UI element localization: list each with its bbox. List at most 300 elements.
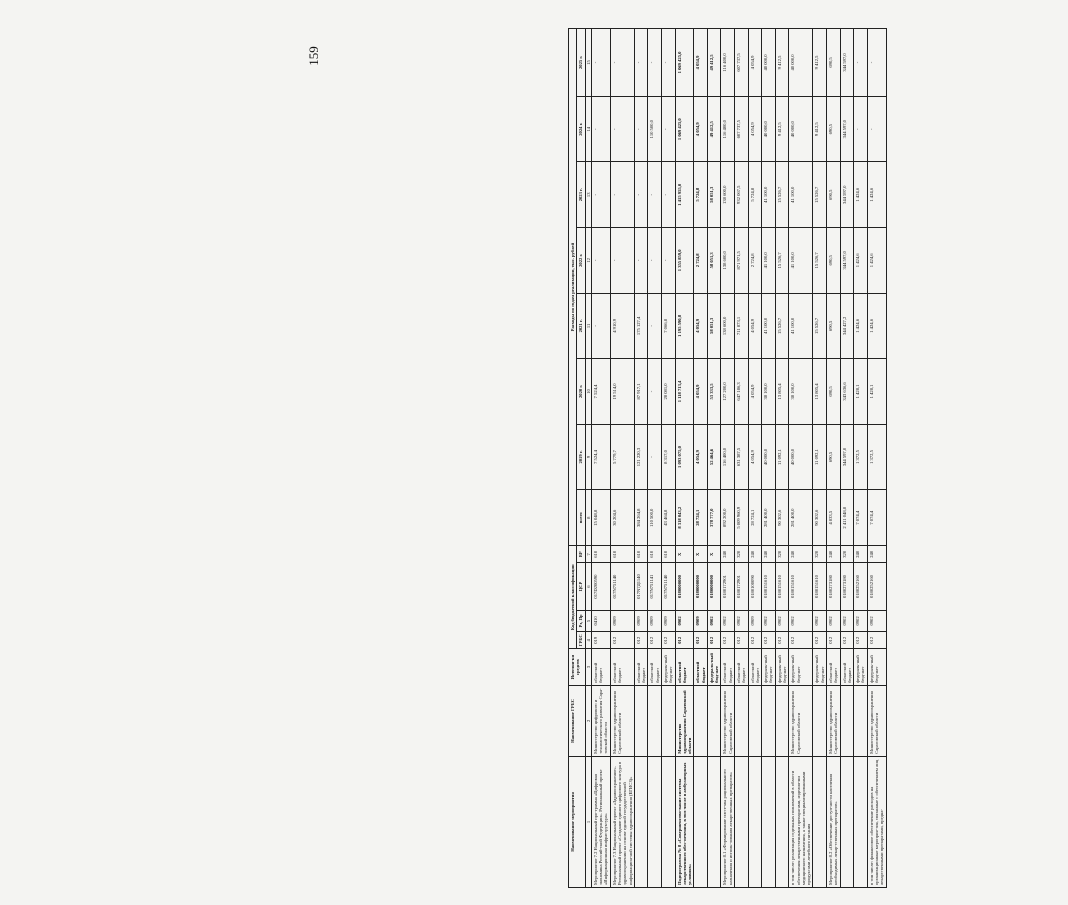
cell-2022: - bbox=[634, 228, 648, 294]
cell-csr: 0180252160 bbox=[854, 563, 868, 610]
cell-event: Мероприятие 8.1 «Формирование систе-мы рационального назначения и исполь-зования лекарственных препаратов» bbox=[721, 756, 735, 887]
cell-vr: Х bbox=[694, 546, 708, 563]
cell-2024: - bbox=[661, 96, 675, 162]
cell-rzpr: 0902 bbox=[762, 610, 776, 631]
cell-event bbox=[813, 756, 827, 887]
cell-event bbox=[694, 756, 708, 887]
cell-grbs: 012 bbox=[721, 632, 735, 649]
col-num: 8 bbox=[585, 490, 591, 546]
cell-csr: 017D200590 bbox=[591, 563, 610, 610]
cell-csr: 0180252160 bbox=[867, 563, 886, 610]
header-2022: 2022 г. bbox=[577, 228, 585, 294]
cell-grbs-name bbox=[813, 685, 827, 756]
cell-event bbox=[775, 756, 789, 887]
table-row bbox=[661, 29, 675, 888]
cell-2020: 28 081,0 bbox=[661, 359, 675, 425]
cell-csr: 0180151610 bbox=[762, 563, 776, 610]
header-grbs-name: Наименование ГРБС bbox=[569, 685, 586, 756]
cell-2025: - bbox=[634, 29, 648, 97]
cell-vr: 320 bbox=[840, 546, 854, 563]
cell-event bbox=[735, 756, 749, 887]
cell-2022: 138 600,0 bbox=[721, 228, 735, 294]
cell-2024: - bbox=[867, 96, 886, 162]
cell-2020: 38 100,0 bbox=[762, 359, 776, 425]
cell-total: 281 400,0 bbox=[762, 490, 776, 546]
header-2025: 2025 г. bbox=[577, 29, 585, 97]
cell-csr: 0180172901 bbox=[721, 563, 735, 610]
cell-event bbox=[648, 756, 662, 887]
cell-grbs-name bbox=[634, 685, 648, 756]
cell-2023: 1 424,6 bbox=[867, 162, 886, 228]
cell-total: 90 302,6 bbox=[775, 490, 789, 546]
cell-vr: 610 bbox=[661, 546, 675, 563]
cell-total: 28 724,1 bbox=[748, 490, 762, 546]
cell-total: 43 464,8 bbox=[661, 490, 675, 546]
cell-source: федераль-ный бюд-жет bbox=[867, 649, 886, 686]
cell-source: областной бюджет bbox=[840, 649, 854, 686]
cell-2025: 4 054,9 bbox=[748, 29, 762, 97]
cell-2021: - bbox=[648, 293, 662, 359]
col-num: 11 bbox=[585, 293, 591, 359]
cell-2022: 41 100,0 bbox=[789, 228, 813, 294]
col-num: 12 bbox=[585, 228, 591, 294]
cell-rzpr: 0909 bbox=[694, 610, 708, 631]
table-row bbox=[762, 29, 776, 888]
cell-2019: 11 092,1 bbox=[775, 424, 789, 490]
cell-2019: 116 400,0 bbox=[721, 424, 735, 490]
col-num: 2 bbox=[585, 685, 591, 756]
header-2020: 2020 г. bbox=[577, 359, 585, 425]
table-row bbox=[675, 29, 694, 888]
table-row bbox=[634, 29, 648, 888]
cell-2019: 344 597,0 bbox=[840, 424, 854, 490]
cell-total: 2 411 048,8 bbox=[840, 490, 854, 546]
cell-2024: - bbox=[610, 96, 634, 162]
cell-csr: 0180151610 bbox=[789, 563, 813, 610]
cell-2022: - bbox=[591, 228, 610, 294]
cell-2025: 4 054,9 bbox=[694, 29, 708, 97]
cell-source: областной бюджет bbox=[748, 649, 762, 686]
cell-rzpr: 0902 bbox=[735, 610, 749, 631]
cell-2021: 344 427,2 bbox=[840, 293, 854, 359]
cell-csr: 0180151610 bbox=[813, 563, 827, 610]
cell-2019: 8 317,0 bbox=[661, 424, 675, 490]
cell-2021: 138 600,0 bbox=[721, 293, 735, 359]
cell-2019: 631 387,5 bbox=[735, 424, 749, 490]
cell-2019: 5 779,7 bbox=[610, 424, 634, 490]
cell-2020: 4 054,9 bbox=[748, 359, 762, 425]
cell-2019: 1 093 075,0 bbox=[675, 424, 694, 490]
cell-total: 892 200,0 bbox=[721, 490, 735, 546]
cell-grbs: 012 bbox=[661, 632, 675, 649]
cell-2019: - bbox=[648, 424, 662, 490]
cell-grbs: 012 bbox=[694, 632, 708, 649]
cell-rzpr: 0909 bbox=[634, 610, 648, 631]
cell-grbs: 012 bbox=[634, 632, 648, 649]
cell-grbs: 012 bbox=[675, 632, 694, 649]
rotated-table-container bbox=[568, 28, 1068, 888]
cell-2021: 41 100,0 bbox=[762, 293, 776, 359]
cell-rzpr: 0902 bbox=[840, 610, 854, 631]
cell-2021: 1 195 590,8 bbox=[675, 293, 694, 359]
cell-rzpr: 0410 bbox=[591, 610, 610, 631]
cell-2021: 4 054,9 bbox=[694, 293, 708, 359]
cell-2024: 9 412,5 bbox=[813, 96, 827, 162]
cell-source: областной бюджет bbox=[694, 649, 708, 686]
cell-grbs-name bbox=[694, 685, 708, 756]
col-num: 4 bbox=[585, 632, 591, 649]
header-2023: 2023 г. bbox=[577, 162, 585, 228]
cell-event bbox=[748, 756, 762, 887]
cell-grbs: 012 bbox=[813, 632, 827, 649]
cell-2025: 607 737,5 bbox=[735, 29, 749, 97]
cell-grbs: 012 bbox=[748, 632, 762, 649]
cell-2022: 690,5 bbox=[826, 228, 840, 294]
cell-event bbox=[762, 756, 776, 887]
cell-rzpr: 0902 bbox=[789, 610, 813, 631]
cell-2022: 15 526,7 bbox=[813, 228, 827, 294]
cell-source: федераль-ный бюд-жет bbox=[813, 649, 827, 686]
col-num: 10 bbox=[585, 359, 591, 425]
cell-grbs: 012 bbox=[735, 632, 749, 649]
cell-event bbox=[707, 756, 721, 887]
cell-csr: 017N751140 bbox=[661, 563, 675, 610]
col-num: 6 bbox=[585, 563, 591, 610]
cell-source: федераль-ный бюд-жет bbox=[762, 649, 776, 686]
cell-2021: - bbox=[591, 293, 610, 359]
cell-2024: 344 597,0 bbox=[840, 96, 854, 162]
cell-event bbox=[854, 756, 868, 887]
cell-2021: 4 910,9 bbox=[610, 293, 634, 359]
cell-2019: 40 000,0 bbox=[789, 424, 813, 490]
cell-source: федераль-ный бюд-жет bbox=[854, 649, 868, 686]
cell-grbs-name bbox=[707, 685, 721, 756]
table-row bbox=[826, 29, 840, 888]
cell-2020: 53 333,5 bbox=[707, 359, 721, 425]
header-rzpr: Рз, Пр bbox=[577, 610, 585, 631]
cell-2022: 2 724,8 bbox=[694, 228, 708, 294]
cell-source: областной бюджет bbox=[648, 649, 662, 686]
cell-event: в том числе: финансовое обеспечение расходов на организационные мероприя-тия, связанные с обеспечением лиц лекарственными препаратами, предна- bbox=[867, 756, 886, 887]
cell-2021: 711 873,1 bbox=[735, 293, 749, 359]
cell-2023: 344 597,0 bbox=[840, 162, 854, 228]
cell-rzpr: 0902 bbox=[721, 610, 735, 631]
col-num: 14 bbox=[585, 96, 591, 162]
cell-2025: - bbox=[661, 29, 675, 97]
cell-2024: 607 737,5 bbox=[735, 96, 749, 162]
cell-2024: 690,5 bbox=[826, 96, 840, 162]
cell-grbs: 012 bbox=[775, 632, 789, 649]
col-num: 3 bbox=[585, 649, 591, 686]
cell-2020: 13 805,4 bbox=[813, 359, 827, 425]
cell-total: 378 777,0 bbox=[707, 490, 721, 546]
cell-source: областной бюджет bbox=[591, 649, 610, 686]
cell-grbs: 012 bbox=[707, 632, 721, 649]
cell-2021: 175 127,4 bbox=[634, 293, 648, 359]
cell-2023: 41 100,0 bbox=[762, 162, 776, 228]
cell-2023: 5 724,8 bbox=[748, 162, 762, 228]
cell-2022: 41 100,0 bbox=[762, 228, 776, 294]
cell-2021: 690,5 bbox=[826, 293, 840, 359]
cell-2023: 1 415 955,0 bbox=[675, 162, 694, 228]
cell-2023: 41 100,0 bbox=[789, 162, 813, 228]
cell-total: 4 833,5 bbox=[826, 490, 840, 546]
cell-2023: - bbox=[591, 162, 610, 228]
cell-2023: - bbox=[610, 162, 634, 228]
cell-source: областной бюджет bbox=[675, 649, 694, 686]
cell-2021: 4 054,9 bbox=[748, 293, 762, 359]
cell-2023: 138 600,0 bbox=[721, 162, 735, 228]
cell-2025: 40 000,0 bbox=[762, 29, 776, 97]
cell-2024: 49 412,5 bbox=[707, 96, 721, 162]
cell-event bbox=[634, 756, 648, 887]
cell-2020: 87 917,1 bbox=[634, 359, 648, 425]
cell-2024: - bbox=[634, 96, 648, 162]
cell-2019: 121 220,3 bbox=[634, 424, 648, 490]
cell-grbs-name bbox=[648, 685, 662, 756]
table-row bbox=[610, 29, 634, 888]
cell-2025: 690,5 bbox=[826, 29, 840, 97]
cell-event: Мероприятие 8.2 «Обеспечение доступ-ности населения необходимых лекар-ственных препаратов» bbox=[826, 756, 840, 887]
header-total: всего bbox=[577, 490, 585, 546]
cell-grbs-name bbox=[840, 685, 854, 756]
cell-2023: - bbox=[648, 162, 662, 228]
col-num: 1 bbox=[585, 756, 591, 887]
cell-csr: 0180151610 bbox=[775, 563, 789, 610]
cell-grbs-name: Министерство здравоохранения Саратовской области bbox=[867, 685, 886, 756]
header-source: Источни-ки средств bbox=[569, 649, 586, 686]
cell-2022: 1 424,6 bbox=[854, 228, 868, 294]
cell-vr: 240 bbox=[748, 546, 762, 563]
cell-event bbox=[661, 756, 675, 887]
cell-2024: - bbox=[854, 96, 868, 162]
cell-grbs-name: Министерство здравоохранения Саратовской области bbox=[826, 685, 840, 756]
cell-csr: 0180273180 bbox=[840, 563, 854, 610]
cell-event: Подпрограмма № 8 «Совершенство-вание системы лекарственного обес-печения, в том числе в амбулаторных условиях» bbox=[675, 756, 694, 887]
cell-grbs: 012 bbox=[610, 632, 634, 649]
cell-rzpr: 0902 bbox=[826, 610, 840, 631]
cell-2024: 40 000,0 bbox=[789, 96, 813, 162]
cell-total: 7 074,4 bbox=[854, 490, 868, 546]
cell-csr: 017N751141 bbox=[648, 563, 662, 610]
cell-2023: 690,5 bbox=[826, 162, 840, 228]
table-row bbox=[694, 29, 708, 888]
cell-2025: 9 412,5 bbox=[775, 29, 789, 97]
cell-2022: 15 526,7 bbox=[775, 228, 789, 294]
cell-csr: 0180273180 bbox=[826, 563, 840, 610]
cell-event bbox=[840, 756, 854, 887]
cell-2023: 15 526,7 bbox=[775, 162, 789, 228]
cell-2024: 40 000,0 bbox=[762, 96, 776, 162]
table-row bbox=[867, 29, 886, 888]
cell-vr: 240 bbox=[854, 546, 868, 563]
cell-vr: 610 bbox=[634, 546, 648, 563]
budget-table bbox=[568, 28, 887, 888]
table-row bbox=[707, 29, 721, 888]
cell-2023: 5 724,8 bbox=[694, 162, 708, 228]
cell-2022: - bbox=[648, 228, 662, 294]
cell-2019: 4 054,9 bbox=[694, 424, 708, 490]
cell-2023: 58 051,3 bbox=[707, 162, 721, 228]
cell-vr: 240 bbox=[789, 546, 813, 563]
cell-total: 15 048,8 bbox=[591, 490, 610, 546]
cell-csr: 017N7Д1140 bbox=[634, 563, 648, 610]
cell-2021: 15 526,7 bbox=[775, 293, 789, 359]
cell-rzpr: 0902 bbox=[707, 610, 721, 631]
cell-csr: 0180100090 bbox=[748, 563, 762, 610]
header-csr: ЦСР bbox=[577, 563, 585, 610]
cell-total: 30 204,6 bbox=[610, 490, 634, 546]
cell-2025: - bbox=[867, 29, 886, 97]
cell-2020: 1 428,1 bbox=[854, 359, 868, 425]
cell-total: 90 302,6 bbox=[813, 490, 827, 546]
header-event: Наименование мероприятия bbox=[569, 756, 586, 887]
cell-2019: 4 054,9 bbox=[748, 424, 762, 490]
cell-rzpr: 0909 bbox=[610, 610, 634, 631]
cell-rzpr: 0902 bbox=[867, 610, 886, 631]
cell-csr: 0180172901 bbox=[735, 563, 749, 610]
col-num: 5 bbox=[585, 610, 591, 631]
cell-2022: 2 724,8 bbox=[748, 228, 762, 294]
table-row bbox=[775, 29, 789, 888]
cell-2019: 7 524,4 bbox=[591, 424, 610, 490]
cell-source: областной бюджет bbox=[721, 649, 735, 686]
cell-grbs: 012 bbox=[854, 632, 868, 649]
cell-total: 5 009 960,9 bbox=[735, 490, 749, 546]
col-num: 7 bbox=[585, 546, 591, 563]
cell-2022: - bbox=[610, 228, 634, 294]
cell-2023: 932 067,5 bbox=[735, 162, 749, 228]
cell-grbs-name: Министерство здравоохранения Саратовской области bbox=[675, 685, 694, 756]
cell-grbs-name: Министерство здравоохранения Саратовской области bbox=[721, 685, 735, 756]
cell-grbs-name: Министерство цифрового и технологического развития Сара-товской области bbox=[591, 685, 610, 756]
cell-total: 28 724,1 bbox=[694, 490, 708, 546]
cell-2025: - bbox=[648, 29, 662, 97]
header-vr: ВР bbox=[577, 546, 585, 563]
cell-2020: 4 054,9 bbox=[694, 359, 708, 425]
cell-2021: 41 100,0 bbox=[789, 293, 813, 359]
cell-2025: - bbox=[854, 29, 868, 97]
cell-rzpr: 0902 bbox=[775, 610, 789, 631]
page-number: 159 bbox=[305, 46, 321, 66]
col-num: 13 bbox=[585, 162, 591, 228]
cell-vr: 240 bbox=[867, 546, 886, 563]
cell-event: Мероприятие 7.3 Национальный проект «Здравоохранение». Региональный проект «Создание единого цифрового контура в здравоохранении на основе единой государственной информацион-ной системы здравоохранения (ЕГИСЗ)» bbox=[610, 756, 634, 887]
cell-2019: 11 092,1 bbox=[813, 424, 827, 490]
cell-csr: 0180000000 bbox=[694, 563, 708, 610]
cell-2024: 116 400,0 bbox=[721, 96, 735, 162]
cell-2024: 9 412,5 bbox=[775, 96, 789, 162]
cell-2020: 1 428,1 bbox=[867, 359, 886, 425]
header-kbk: Код бюджетной классификации bbox=[569, 546, 577, 649]
table-row bbox=[648, 29, 662, 888]
cell-2022: 871 971,5 bbox=[735, 228, 749, 294]
cell-2025: 344 597,0 bbox=[840, 29, 854, 97]
cell-rzpr: 0909 bbox=[661, 610, 675, 631]
cell-grbs: 019 bbox=[591, 632, 610, 649]
col-num: 9 bbox=[585, 424, 591, 490]
cell-total: 384 264,8 bbox=[634, 490, 648, 546]
cell-vr: 610 bbox=[610, 546, 634, 563]
cell-grbs-name bbox=[854, 685, 868, 756]
cell-2021: 15 526,7 bbox=[813, 293, 827, 359]
header-2019: 2019 г. bbox=[577, 424, 585, 490]
cell-vr: Х bbox=[707, 546, 721, 563]
header-expenses: Расходы по годам реализации, тыс. рублей bbox=[569, 29, 577, 546]
cell-2023: 15 526,7 bbox=[813, 162, 827, 228]
cell-2024: 4 054,9 bbox=[748, 96, 762, 162]
cell-source: федераль-ный бюд-жет bbox=[661, 649, 675, 686]
cell-total: 110 500,0 bbox=[648, 490, 662, 546]
cell-source: областной бюджет bbox=[634, 649, 648, 686]
cell-grbs-name bbox=[775, 685, 789, 756]
cell-2023: - bbox=[634, 162, 648, 228]
cell-event: Мероприятие 7.2 Национальный про-грамма «Цифровая экономика Россий-ской Федерации». Региональный проект «Информационная инфраструктура» bbox=[591, 756, 610, 887]
cell-vr: 610 bbox=[648, 546, 662, 563]
cell-vr: 610 bbox=[591, 546, 610, 563]
cell-vr: 240 bbox=[826, 546, 840, 563]
cell-2025: - bbox=[591, 29, 610, 97]
cell-vr: 240 bbox=[721, 546, 735, 563]
cell-2025: 9 412,5 bbox=[813, 29, 827, 97]
cell-2022: 344 597,0 bbox=[840, 228, 854, 294]
cell-2020: 690,5 bbox=[826, 359, 840, 425]
cell-2023: 1 424,6 bbox=[854, 162, 868, 228]
cell-2022: 1 424,6 bbox=[867, 228, 886, 294]
cell-2021: 1 424,6 bbox=[867, 293, 886, 359]
cell-vr: 320 bbox=[775, 546, 789, 563]
cell-2020: 343 636,6 bbox=[840, 359, 854, 425]
cell-vr: Х bbox=[675, 546, 694, 563]
cell-2022: - bbox=[661, 228, 675, 294]
cell-vr: 240 bbox=[762, 546, 776, 563]
cell-grbs: 012 bbox=[648, 632, 662, 649]
cell-2020: 38 100,0 bbox=[789, 359, 813, 425]
cell-2025: 116 400,0 bbox=[721, 29, 735, 97]
cell-2021: 58 051,3 bbox=[707, 293, 721, 359]
table-body bbox=[591, 29, 886, 888]
cell-2020: 19 514,0 bbox=[610, 359, 634, 425]
cell-grbs: 012 bbox=[840, 632, 854, 649]
cell-2024: 1 069 425,0 bbox=[675, 96, 694, 162]
cell-grbs-name bbox=[762, 685, 776, 756]
cell-grbs: 012 bbox=[789, 632, 813, 649]
cell-total: 7 074,4 bbox=[867, 490, 886, 546]
cell-grbs-name bbox=[735, 685, 749, 756]
cell-grbs-name bbox=[748, 685, 762, 756]
cell-2020: 13 805,4 bbox=[775, 359, 789, 425]
cell-csr: 0180000000 bbox=[675, 563, 694, 610]
cell-2021: 1 424,6 bbox=[854, 293, 868, 359]
cell-2024: 110 500,0 bbox=[648, 96, 662, 162]
header-2024: 2024 г. bbox=[577, 96, 585, 162]
cell-2025: 40 000,0 bbox=[789, 29, 813, 97]
cell-grbs-name: Министерство здравоохранения Саратовской области bbox=[789, 685, 813, 756]
cell-source: областной бюджет bbox=[826, 649, 840, 686]
table-row bbox=[840, 29, 854, 888]
table-row bbox=[748, 29, 762, 888]
cell-grbs: 012 bbox=[826, 632, 840, 649]
cell-2020: - bbox=[648, 359, 662, 425]
cell-total: 8 318 043,2 bbox=[675, 490, 694, 546]
cell-grbs-name bbox=[661, 685, 675, 756]
cell-vr: 320 bbox=[813, 546, 827, 563]
cell-source: областной бюджет bbox=[735, 649, 749, 686]
cell-2025: 1 069 425,0 bbox=[675, 29, 694, 97]
cell-2025: 49 412,5 bbox=[707, 29, 721, 97]
table-row bbox=[721, 29, 735, 888]
cell-2020: 647 186,3 bbox=[735, 359, 749, 425]
